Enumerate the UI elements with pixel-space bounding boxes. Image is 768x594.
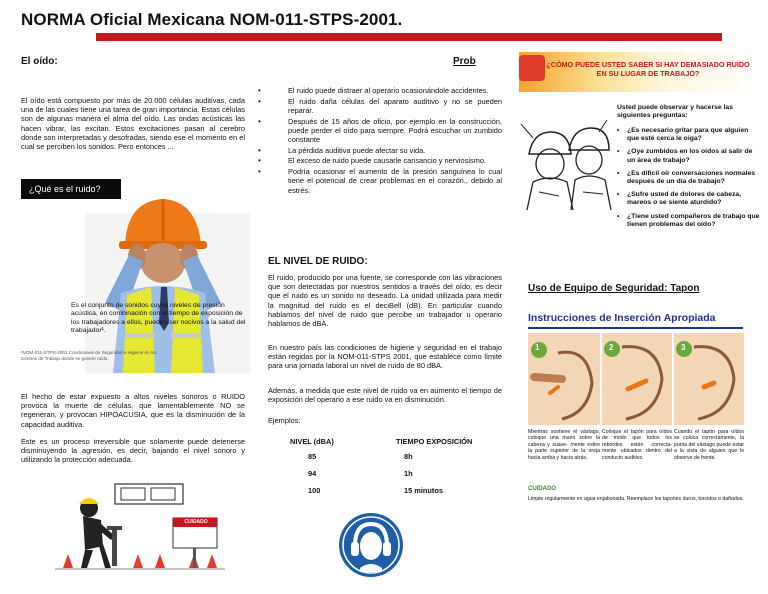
question-item: • ¿Oye zumbidos en los oídos al salir de un área de trabajo?: [617, 148, 753, 164]
step-2-number: 2: [609, 343, 614, 352]
irreversible-paragraph: Este es un proceso irreversible que solamente puede detenerse disminuyendo la agresión, es decir, bajando el nivel sonoro y utilizando la protección adecuada.: [21, 437, 245, 465]
problems-list: [258, 86, 502, 196]
examples-label: Ejemplos:: [268, 416, 301, 425]
caution-sign-label: CUIDADO: [184, 519, 208, 525]
section-heading-nivel: EL NIVEL DE RUIDO:: [268, 256, 368, 267]
nivel-paragraph-1: El ruido, producido por una fuente, se corresponde con las vibraciones que son detectadas por nuestros sentidos a través del oído, es decir que el ruido es un sonido no deseado. La unidad utilizada para medir la magnitud del ruido es el deciBell (dB). En particular cuando hablamos del nivel de ruido que percibe un trabajador u operario hablamos de dBA.: [268, 273, 502, 329]
instructions-title: Instrucciones de Inserción Apropiada: [528, 312, 716, 324]
step-1-number: 1: [535, 343, 540, 352]
callout-question: ¿CÓMO PUEDE USTED SABER SI HAY DEMASIADO RUIDO EN SU LUGAR DE TRABAJO?: [546, 60, 750, 78]
problem-item: • Podría ocasionar el aumento de la presión sanguínea lo cual tiene el potencial de crear problemas en el corazón., debido al estrés.: [258, 167, 502, 195]
problem-item: • La pérdida auditiva puede afectar su vida.: [258, 145, 426, 155]
hearing-protection-icon: [338, 512, 404, 578]
cell-nivel: 100: [308, 486, 321, 495]
instructions-underline: [528, 327, 743, 329]
step-3-number: 3: [681, 343, 686, 352]
question-item: • ¿Tiene usted compañeros de trabajo que tienen problemas del oído?: [617, 212, 760, 228]
cell-tiempo: 15 minutos: [404, 486, 444, 495]
self-check-questions: [617, 127, 760, 234]
jackhammer-worker-illustration: [55, 480, 225, 572]
section-heading-oido: El oído:: [21, 56, 58, 67]
cell-tiempo: 8h: [404, 452, 413, 461]
problem-item: • El ruido puede distraer al operario ocasionándole accidentes.: [258, 86, 489, 95]
section-heading-uso: Uso de Equipo de Seguridad: Tapon: [528, 283, 700, 294]
observe-intro: Usted puede observar y hacerse las siguientes preguntas:: [617, 104, 733, 120]
question-item: • ¿Sufre usted de dolores de cabeza, mareos o se siente aturdido?: [617, 191, 742, 207]
question-item: • ¿Es necesario gritar para que alguien que esté cerca le oiga?: [617, 127, 749, 143]
worker-earmuff-illustration: [85, 183, 255, 373]
title-red-bar: [96, 33, 722, 41]
column-header-tiempo: TIEMPO EXPOSICIÓN: [396, 437, 473, 446]
alert-swatch: [519, 55, 545, 81]
table-row: [290, 469, 472, 486]
document-title: NORMA Oficial Mexicana NOM-011-STPS-2001.: [21, 10, 403, 29]
workers-talking-illustration: [519, 114, 613, 210]
table-header-row: [290, 437, 472, 452]
cuidado-text: Limpie regularmente en agua enjabonada. Reemplace los tapones duros, torcidos o dañados.: [528, 496, 744, 502]
noise-level-table: [290, 437, 472, 503]
problem-item: • Después de 15 años de oficio, por ejemplo en la construcción, puede perder el oído para siempre. Podrá escuchar un zumbido constante: [258, 116, 502, 145]
problem-item: • El ruido daña células del aparato auditivo y no se pueden reparar.: [258, 96, 502, 115]
table-row: [290, 452, 472, 469]
noise-definition: Es el conjunto de sonidos cuyos niveles de presión acústica, en combinación con el tiempo de exposición de los trabajadores a ellos, pueden ser nocivos a la salud del trabajador¹.: [71, 302, 246, 335]
nivel-paragraph-3: Además, a medida que este nivel de ruido va en aumento el tiempo de exposición del operario a ese ruido va en disminución.: [268, 386, 502, 405]
column-header-nivel: NIVEL (dBA): [290, 437, 334, 446]
cuidado-label: CUIDADO: [528, 486, 556, 492]
table-row: [290, 486, 472, 503]
question-item: • ¿Es difícil oír conversaciones normales después de un día de trabajo?: [617, 169, 756, 186]
step-2-caption: Coloque el tapón para oídos de modo que todos los rebordes estén correcta- mente ubicados dentro del conducto auditivo.: [602, 429, 672, 461]
question-box: ¿Qué es el ruido?: [21, 179, 121, 199]
section-heading-prob: Prob: [453, 56, 476, 67]
exposure-paragraph: El hecho de estar expuesto a altos niveles sonoros o RUIDO provoca la muerte de células, que lamentablemente NO se regeneran, y provocan HIPOACUSIA, que es la disminución de la capacidad auditiva.: [21, 392, 245, 429]
nivel-paragraph-2: En nuestro país las condiciones de higiene y seguridad en el trabajo están regidas por la NOM-011-STPS 2001, que establece como límite para una jornada laboral un nivel de ruido de 80 dBA.: [268, 343, 502, 371]
cell-tiempo: 1h: [404, 469, 413, 478]
step-3-caption: Cuando el tapón para oídos se coloca correctamente, la punta del vástago puede estar a la vista de alguien que lo observe de frente.: [674, 429, 744, 461]
cell-nivel: 94: [308, 469, 317, 478]
cell-nivel: 85: [308, 452, 317, 461]
footnote: ¹NOM-011-STPS-2001 Condiciones de Seguridad e Higiene en los Centros de Trabajo donde se genere ruido.: [21, 350, 157, 361]
step-1-caption: Mientras sostiene el vástago, coloque una mano sobre la cabeza y suave- mente estire la parte superior de la oreja hacia arriba y hacia atrás.: [528, 429, 600, 461]
intro-paragraph: El oído está compuesto por más de 20.000 células auditivas, cada una de las cuales tiene una tarea de gran importancia. Estas células son de algunas manera el alma del oído. Las ondas acústicas las hacen vibrar, las excitan. Estos excitaciones pasan al cerebro donde son interpretadas y desofradas, siendo ese el momento en el cual se perciben los sonidos. Pero entonces ...: [21, 96, 245, 152]
problem-item: • El exceso de ruido puede causarle cansancio y nerviosismo.: [258, 156, 487, 166]
